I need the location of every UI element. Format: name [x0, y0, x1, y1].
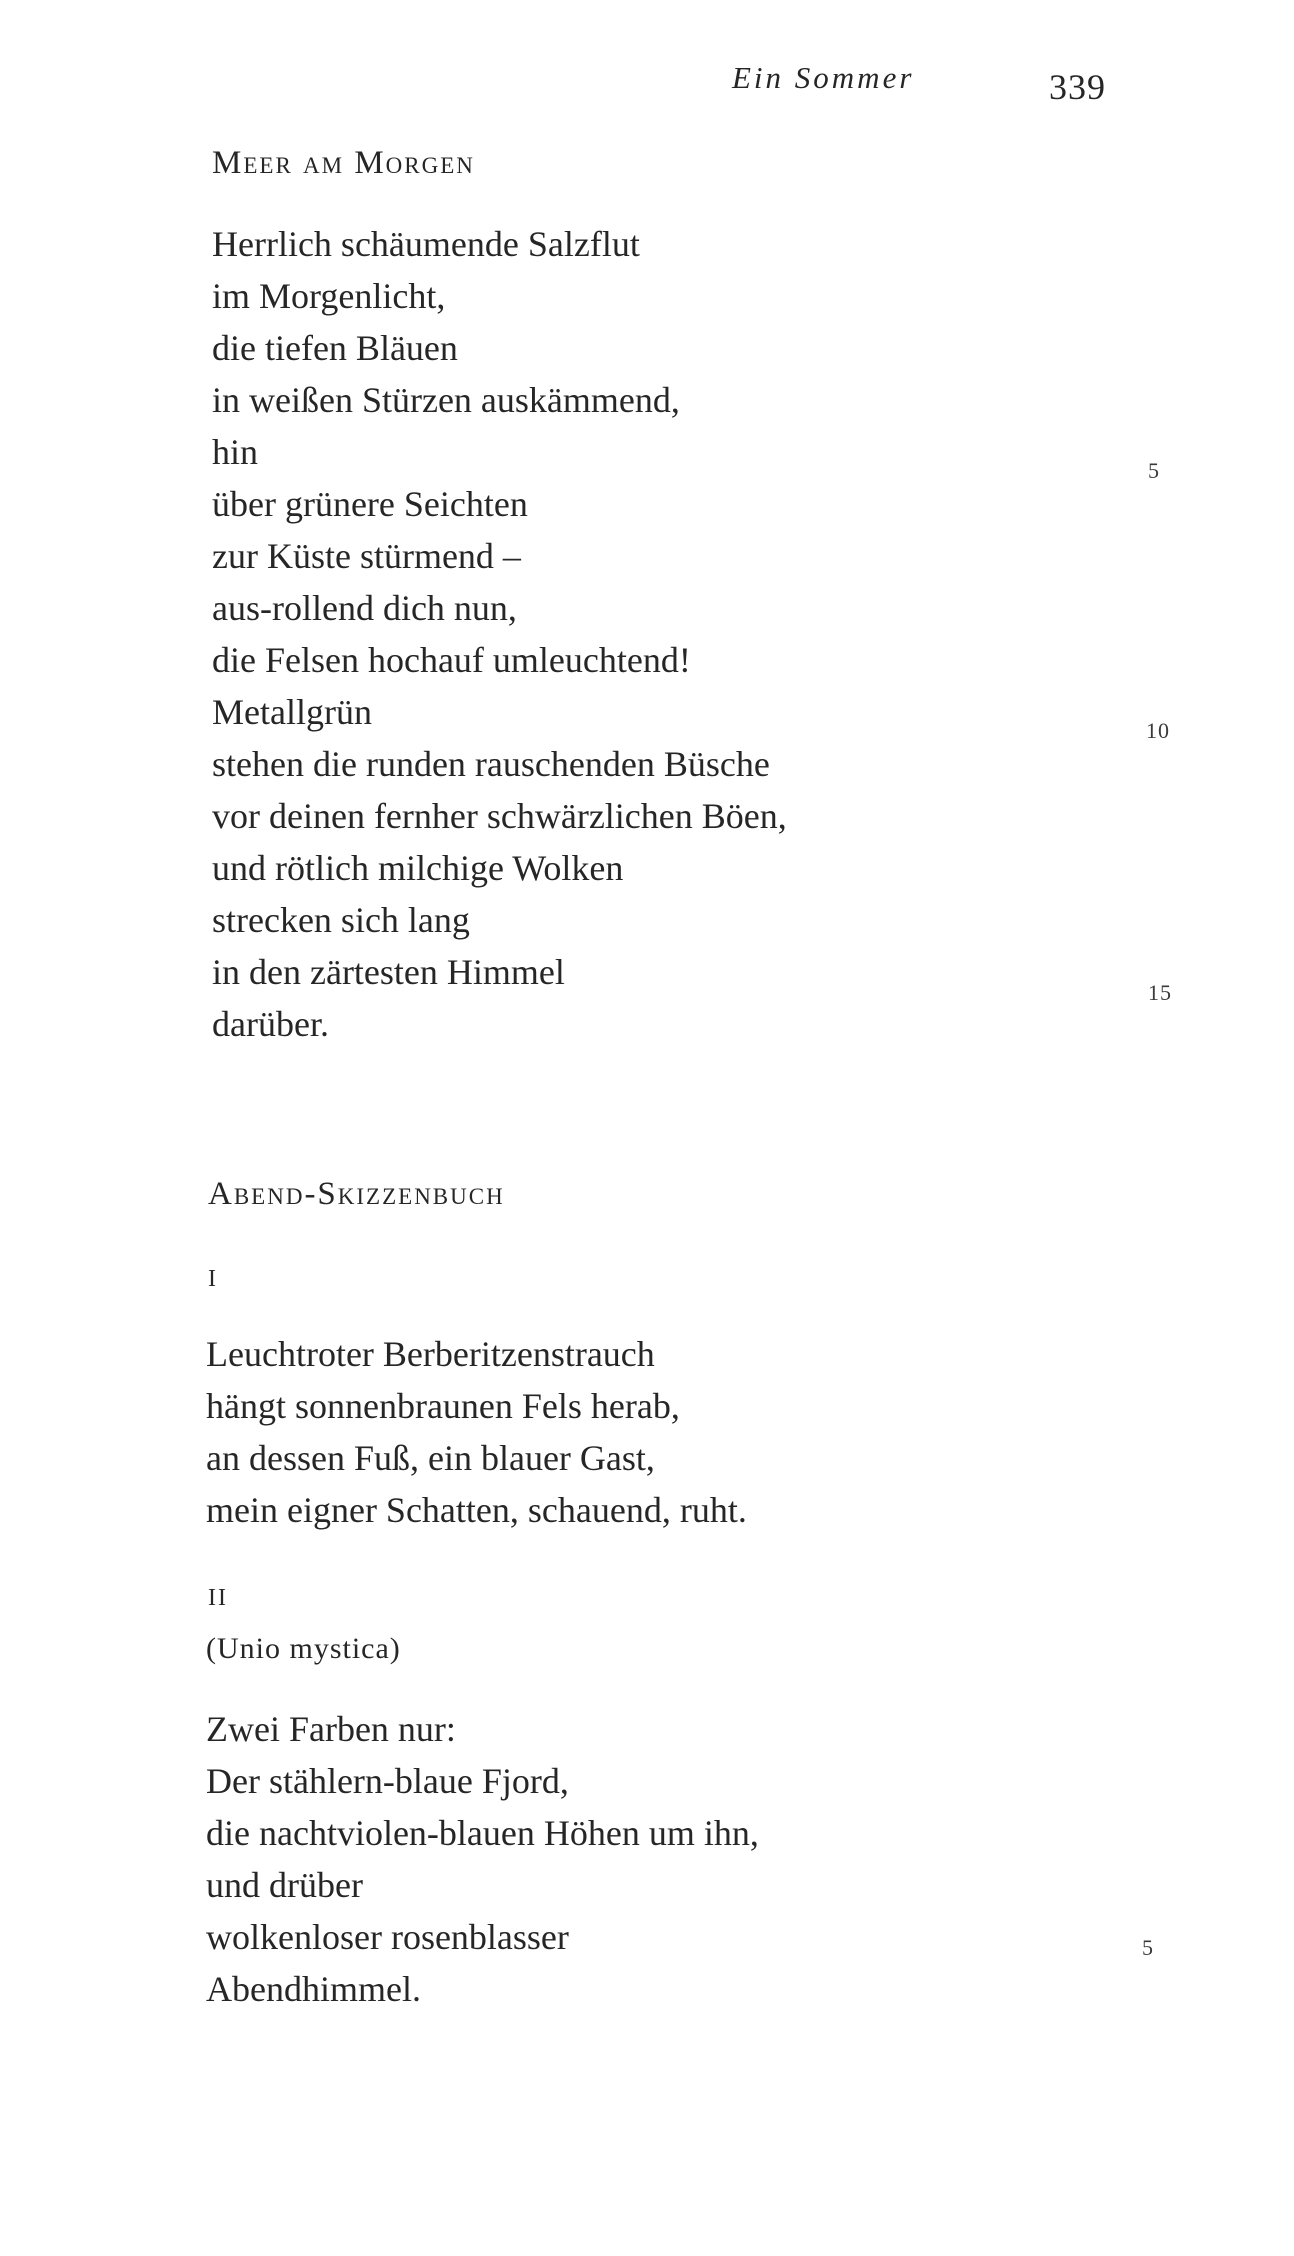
- line-number: 5: [1148, 458, 1160, 483]
- poem-line: und drüber: [206, 1865, 363, 1905]
- poem-line: Herrlich schäumende Salzflut: [212, 224, 640, 264]
- section-subtitle: (Unio mystica): [206, 1632, 401, 1665]
- page-number: 339: [1049, 67, 1106, 107]
- poem-line: zur Küste stürmend –: [212, 536, 521, 576]
- poem-title: Abend-Skizzenbuch: [208, 1176, 505, 1212]
- poem-line: und rötlich milchige Wolken: [212, 848, 624, 888]
- line-number: 15: [1148, 980, 1172, 1005]
- poem-line: strecken sich lang: [212, 900, 470, 940]
- poem-line: hängt sonnenbraunen Fels herab,: [206, 1386, 680, 1426]
- poem-line: Abendhimmel.: [206, 1969, 421, 2009]
- poem-line: darüber.: [212, 1004, 329, 1044]
- poem-line: an dessen Fuß, ein blauer Gast,: [206, 1438, 655, 1478]
- poem-line: über grünere Seichten: [212, 484, 528, 524]
- poem-title: Meer am Morgen: [212, 145, 475, 181]
- section-number: I: [208, 1266, 218, 1292]
- poem-line: die Felsen hochauf umleuchtend!: [212, 640, 691, 680]
- section-number: II: [208, 1585, 228, 1611]
- poem-line: die tiefen Bläuen: [212, 328, 458, 368]
- poem-line: hin: [212, 432, 259, 472]
- poem-line: die nachtviolen-blauen Höhen um ihn,: [206, 1813, 759, 1853]
- poem-line: Zwei Farben nur:: [206, 1709, 456, 1749]
- poem-line: wolkenloser rosenblasser: [206, 1917, 569, 1957]
- running-title: Ein Sommer: [732, 60, 915, 95]
- poem-line: Der stählern-blaue Fjord,: [206, 1761, 569, 1801]
- poem-line: in den zärtesten Himmel: [212, 952, 565, 992]
- poem-line: aus-rollend dich nun,: [212, 588, 517, 628]
- line-number: 5: [1142, 1935, 1154, 1960]
- poem-line: mein eigner Schatten, schauend, ruht.: [206, 1490, 747, 1530]
- line-number: 10: [1146, 718, 1170, 743]
- poem-line: vor deinen fernher schwärzlichen Böen,: [212, 796, 787, 836]
- poem-line: in weißen Stürzen auskämmend,: [212, 380, 680, 420]
- poem-line: im Morgenlicht,: [212, 276, 446, 316]
- poem-line: Metallgrün: [212, 692, 372, 732]
- poem-line: Leuchtroter Berberitzenstrauch: [206, 1334, 655, 1374]
- poem-line: stehen die runden rauschenden Büsche: [212, 744, 770, 784]
